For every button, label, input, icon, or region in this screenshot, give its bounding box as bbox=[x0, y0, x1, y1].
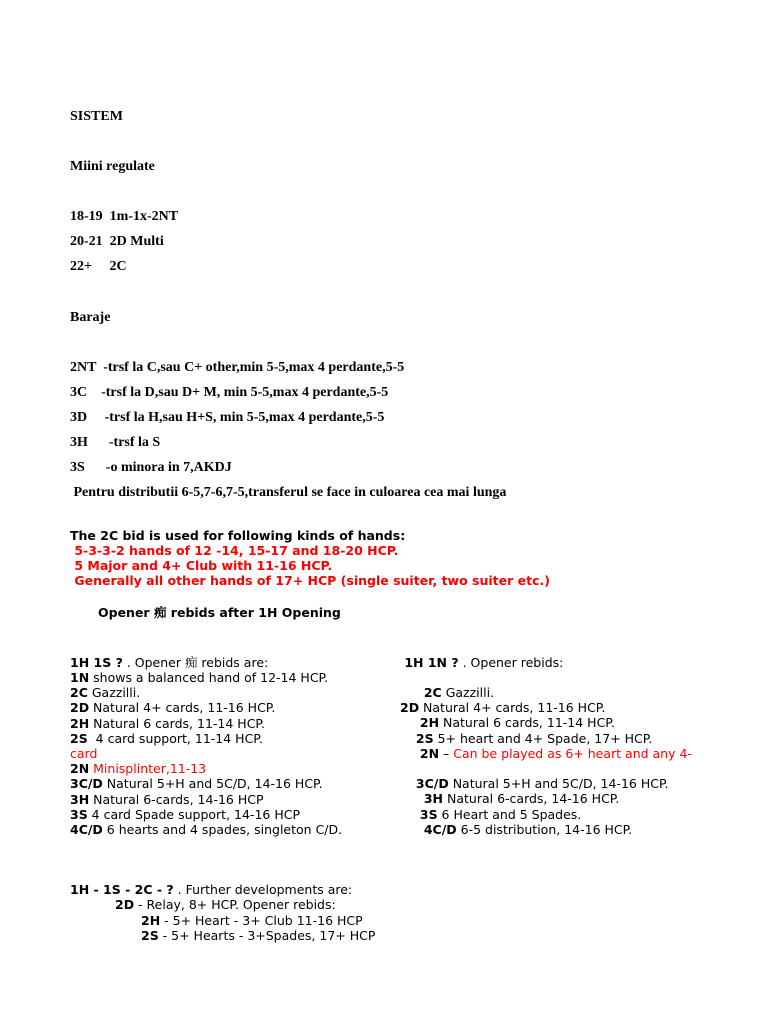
bid-label: 2D bbox=[115, 897, 135, 912]
bid-label: 2D bbox=[70, 700, 90, 716]
bid-description: Natural 5+H and 5C/D, 14-16 HCP. bbox=[102, 776, 323, 792]
bid-description: 5+ heart and 4+ Spade, 17+ HCP. bbox=[433, 730, 653, 746]
indent bbox=[400, 822, 424, 837]
right-row bbox=[400, 791, 619, 806]
title-sistem: SISTEM bbox=[70, 109, 123, 124]
bid-label: 2H bbox=[141, 913, 161, 928]
left-row bbox=[70, 822, 342, 837]
left-row bbox=[70, 746, 97, 761]
bid-description: Natural 6-cards, 14-16 HCP bbox=[89, 791, 264, 807]
right-header-text: . Opener rebids: bbox=[458, 655, 564, 670]
left-row bbox=[70, 807, 300, 822]
bid-label: 3S bbox=[70, 806, 88, 822]
indent bbox=[400, 776, 416, 791]
indent bbox=[400, 791, 424, 806]
twoc-red-line: 5-3-3-2 hands of 12 -14, 15-17 and 18-20 HCP. bbox=[70, 543, 399, 558]
bid-description: 6 Heart and 5 Spades. bbox=[437, 806, 582, 822]
right-row bbox=[400, 822, 632, 837]
bid-description: Minisplinter,11-13 bbox=[89, 761, 207, 777]
bid-label: 2N bbox=[419, 745, 440, 761]
left-row bbox=[70, 716, 265, 731]
indent bbox=[400, 807, 420, 822]
left-row bbox=[70, 761, 206, 776]
right-row bbox=[400, 700, 605, 715]
right-row bbox=[400, 746, 692, 761]
baraje-line: 3S -o minora in 7,AKDJ bbox=[70, 460, 232, 475]
twoc-intro: The 2C bid is used for following kinds of hands: bbox=[70, 528, 406, 543]
right-header bbox=[400, 655, 563, 670]
right-row bbox=[400, 807, 581, 822]
right-row bbox=[400, 731, 652, 746]
bid-label: 1H 1N ? bbox=[400, 655, 459, 670]
twoc-red-line: Generally all other hands of 17+ HCP (single suiter, two suiter etc.) bbox=[70, 573, 550, 588]
heading-baraje: Baraje bbox=[70, 310, 111, 325]
miini-line: 20-21 2D Multi bbox=[70, 234, 164, 249]
bid-label: 2S bbox=[70, 730, 88, 746]
opener-heading: Opener 痴 rebids after 1H Opening bbox=[98, 605, 341, 620]
left-header-text: . Opener 痴 rebids are: bbox=[122, 655, 269, 670]
bid-label: 3H bbox=[70, 791, 90, 807]
heading-miini-regulate: Miini regulate bbox=[70, 159, 155, 174]
bid-label: 1H 1S ? bbox=[70, 655, 123, 670]
bid-description: shows a balanced hand of 12-14 HCP. bbox=[89, 670, 329, 685]
left-header bbox=[70, 655, 268, 670]
bid-description: Natural 6 cards, 11-14 HCP. bbox=[89, 715, 265, 731]
bid-description: Natural 5+H and 5C/D, 14-16 HCP. bbox=[448, 776, 669, 792]
further-text: - Relay, 8+ HCP. Opener rebids: bbox=[134, 897, 336, 912]
bid-label: 4C/D bbox=[423, 821, 457, 837]
further-text: - 5+ Hearts - 3+Spades, 17+ HCP bbox=[158, 928, 376, 943]
right-row bbox=[400, 685, 494, 700]
bid-description: 6-5 distribution, 14-16 HCP. bbox=[456, 821, 633, 837]
bid-label: 1H - 1S - 2C - ? bbox=[70, 882, 174, 897]
left-row bbox=[70, 792, 264, 807]
further-header-text: . Further developments are: bbox=[173, 882, 353, 897]
left-row bbox=[70, 776, 323, 791]
bid-description: 6 hearts and 4 spades, singleton C/D. bbox=[102, 822, 343, 837]
indent bbox=[400, 685, 424, 700]
indent bbox=[400, 746, 420, 761]
bid-description: Natural 6 cards, 11-14 HCP. bbox=[439, 715, 615, 731]
further-header bbox=[70, 882, 352, 897]
twoc-red-line: 5 Major and 4+ Club with 11-16 HCP. bbox=[70, 558, 333, 573]
bid-description: 4 card Spade support, 14-16 HCP bbox=[87, 806, 300, 822]
bid-label: 2S bbox=[141, 928, 159, 943]
bid-label: 4C/D bbox=[70, 822, 103, 837]
baraje-line: 2NT -trsf la C,sau C+ other,min 5-5,max 4 perdante,5-5 bbox=[70, 360, 405, 375]
pentru-note: Pentru distributii 6-5,7-6,7-5,transferul se face in culoarea cea mai lunga bbox=[70, 485, 507, 500]
indent bbox=[400, 731, 416, 746]
left-row bbox=[70, 670, 328, 685]
bid-label: 2D bbox=[400, 700, 420, 716]
bid-label: 2H bbox=[70, 715, 90, 731]
indent bbox=[400, 715, 420, 730]
bid-label: 2N bbox=[70, 761, 90, 777]
bid-description: Natural 4+ cards, 11-16 HCP. bbox=[419, 700, 606, 716]
bid-description: Gazzilli. bbox=[441, 685, 495, 700]
miini-line: 22+ 2C bbox=[70, 259, 127, 274]
right-row bbox=[400, 715, 615, 730]
bid-description: Gazzilli. bbox=[87, 685, 141, 701]
baraje-line: 3D -trsf la H,sau H+S, min 5-5,max 4 perdante,5-5 bbox=[70, 410, 385, 425]
left-row bbox=[70, 731, 263, 746]
bid-description: Natural 4+ cards, 11-16 HCP. bbox=[89, 700, 276, 716]
further-line bbox=[141, 928, 375, 943]
bid-description: card bbox=[70, 746, 98, 761]
miini-line: 18-19 1m-1x-2NT bbox=[70, 209, 179, 224]
baraje-line: 3C -trsf la D,sau D+ M, min 5-5,max 4 perdante,5-5 bbox=[70, 385, 389, 400]
bid-label: 2H bbox=[419, 715, 440, 731]
bid-label: 3H bbox=[423, 791, 444, 807]
further-text: - 5+ Heart - 3+ Club 11-16 HCP bbox=[160, 913, 363, 928]
bid-label: 2C bbox=[423, 685, 442, 700]
bid-label: 2S bbox=[415, 730, 434, 746]
bid-label: 1N bbox=[70, 670, 90, 685]
bid-description: Natural 6-cards, 14-16 HCP. bbox=[443, 791, 620, 807]
bid-description: 4 card support, 11-14 HCP. bbox=[87, 730, 263, 746]
bid-label: 3S bbox=[419, 806, 438, 822]
left-row bbox=[70, 685, 140, 700]
bid-description: – Can be played as 6+ heart and any 4- bbox=[439, 745, 692, 761]
bid-label: 3C/D bbox=[415, 776, 449, 792]
further-line bbox=[141, 913, 363, 928]
bid-label: 2C bbox=[70, 685, 88, 701]
left-row bbox=[70, 700, 275, 715]
right-row bbox=[400, 776, 669, 791]
further-line bbox=[115, 897, 336, 912]
baraje-line: 3H -trsf la S bbox=[70, 435, 161, 450]
bid-label: 3C/D bbox=[70, 776, 103, 792]
